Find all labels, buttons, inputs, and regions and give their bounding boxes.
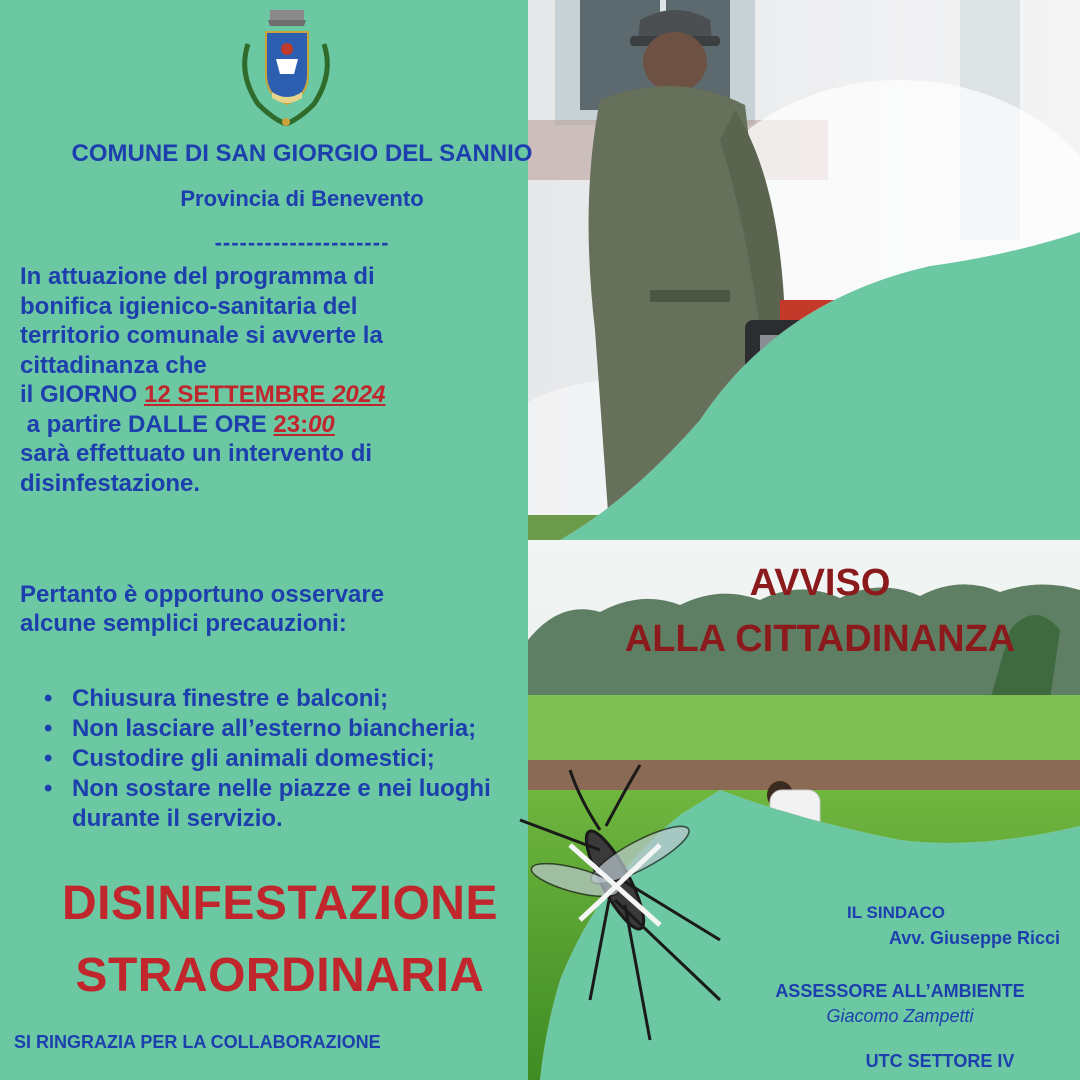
utc-settore: UTC SETTORE IV — [865, 1051, 1015, 1071]
date-year: 2024 — [332, 381, 386, 408]
notice-line: sarà effettuato un intervento di — [20, 440, 373, 467]
precautions-list — [40, 684, 600, 834]
assessore-title: ASSESSORE ALL’AMBIENTE — [775, 981, 1025, 1001]
list-item: • Chiusura finestre e balconi; — [40, 684, 600, 714]
divider-line: --------------------- — [214, 230, 390, 255]
notice-line: disinfestazione. — [20, 469, 201, 497]
notice-line: In attuazione del programma di — [20, 263, 375, 290]
municipal-crest-icon — [228, 4, 344, 132]
precautions-line: Pertanto è opportuno osservare — [20, 581, 385, 608]
precautions-line: alcune semplici precauzioni: — [20, 610, 347, 637]
date-line — [20, 380, 580, 410]
list-item: • Non sostare nelle piazze e nei luoghi durante il servizio. — [40, 774, 512, 834]
time-minutes: 00 — [308, 410, 335, 438]
precautions-intro — [20, 580, 580, 638]
assessore-name: Giacomo Zampetti — [826, 1006, 974, 1026]
list-item: • Custodire gli animali domestici; — [40, 744, 600, 774]
avviso-title-line-1: AVVISO — [749, 562, 891, 604]
list-item: • Non lasciare all’esterno biancheria; — [40, 714, 600, 744]
notice-line: bonifica igienico-sanitaria del — [20, 292, 358, 320]
main-title-line-2: STRAORDINARIA — [75, 949, 485, 1002]
time-prefix: a partire DALLE ORE — [20, 410, 274, 438]
avviso-title-line-2: ALLA CITTADINANZA — [624, 618, 1016, 660]
notice-body — [20, 262, 580, 498]
sindaco-title: IL SINDACO — [847, 903, 945, 922]
sindaco-name: Avv. Giuseppe Ricci — [888, 928, 1060, 948]
thanks-footer: SI RINGRAZIA PER LA COLLABORAZIONE — [14, 1032, 381, 1052]
main-title-line-1: DISINFESTAZIONE — [62, 877, 498, 930]
date-prefix: il GIORNO — [20, 381, 145, 408]
date-day-month: 12 SETTEMBRE — [144, 381, 333, 408]
comune-title: COMUNE DI SAN GIORGIO DEL SANNIO — [71, 140, 533, 167]
time-line — [20, 410, 580, 440]
provincia-subtitle: Provincia di Benevento — [180, 186, 424, 211]
time-hour: 23: — [273, 410, 309, 438]
notice-line: territorio comunale si avverte la — [20, 322, 383, 349]
notice-line: cittadinanza che — [20, 351, 207, 379]
